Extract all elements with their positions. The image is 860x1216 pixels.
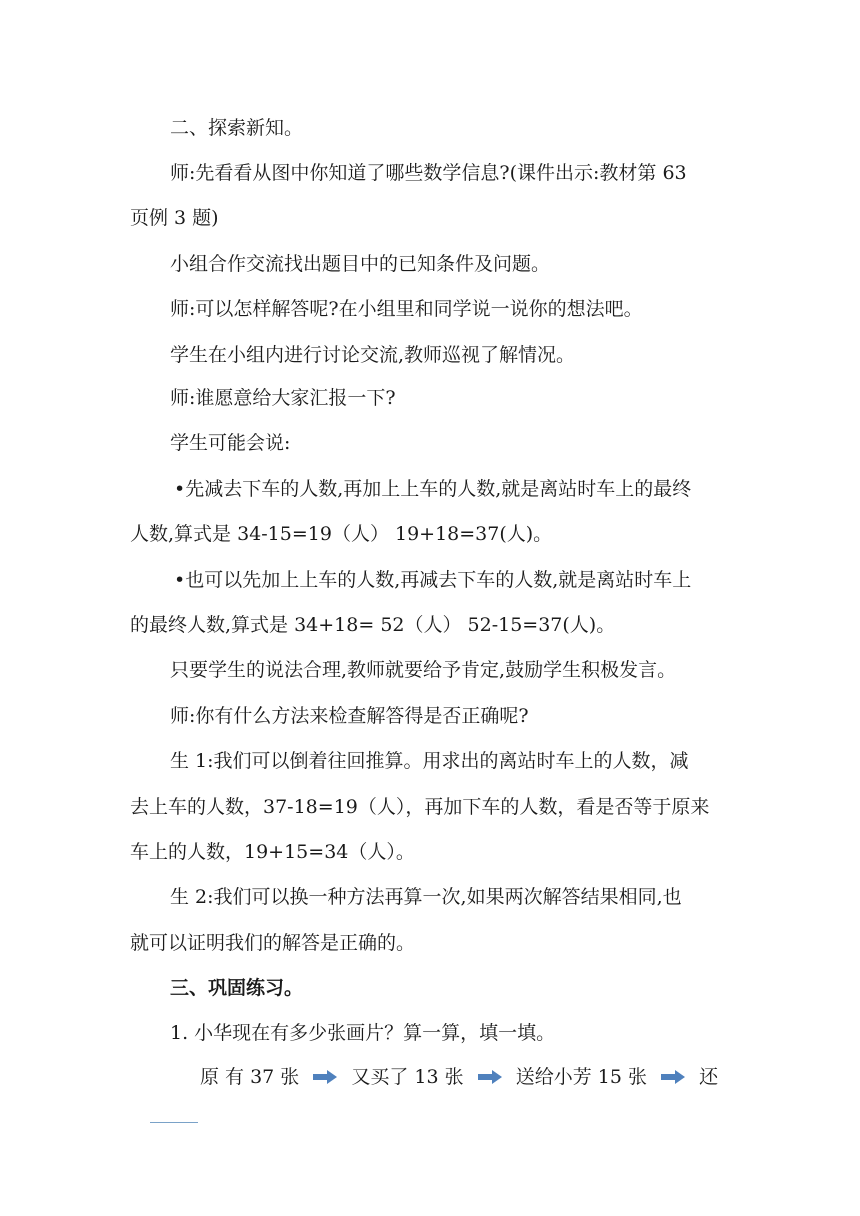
paragraph xyxy=(0,658,860,682)
list-item xyxy=(0,477,860,501)
paragraph xyxy=(0,749,860,773)
text-line: 人数,算式是 34-15=19（人） 19+18=37(人)。 xyxy=(130,523,553,545)
exercise-flow xyxy=(0,1065,860,1090)
paragraph xyxy=(0,343,860,367)
text-line: 就可以证明我们的解答是正确的。 xyxy=(130,932,416,954)
heading-text: 二、探索新知。 xyxy=(170,117,304,139)
text-line: 师:先看看从图中你知道了哪些数学信息?(课件出示:教材第 63 xyxy=(170,162,687,184)
flow-step-gave: 送给小芳 15 张 xyxy=(515,1066,648,1088)
text-line: 学生可能会说: xyxy=(170,432,291,454)
list-item xyxy=(0,613,860,637)
flow-step-remaining: 还 xyxy=(699,1066,719,1088)
text-line: 师:谁愿意给大家汇报一下? xyxy=(170,387,396,409)
paragraph xyxy=(0,704,860,728)
text-line: 去上车的人数，37-18=19（人），再加下车的人数，看是否等于原来 xyxy=(130,796,710,818)
right-arrow-icon xyxy=(478,1066,502,1090)
paragraph xyxy=(0,931,860,955)
paragraph xyxy=(0,885,860,909)
text-line: 师:你有什么方法来检查解答得是否正确呢? xyxy=(170,705,529,727)
exercise-question xyxy=(0,1021,860,1045)
section-2-heading xyxy=(0,116,860,140)
paragraph xyxy=(0,795,860,819)
paragraph xyxy=(0,297,860,321)
text-line: 只要学生的说法合理,教师就要给予肯定,鼓励学生积极发言。 xyxy=(170,659,677,681)
paragraph xyxy=(0,431,860,455)
flow-step-bought: 又买了 13 张 xyxy=(351,1066,464,1088)
section-3-heading xyxy=(0,976,860,1000)
text-line: •先减去下车的人数,再加上上车的人数,就是离站时车上的最终 xyxy=(174,478,692,500)
text-line: 生 2:我们可以换一种方法再算一次,如果两次解答结果相同,也 xyxy=(170,886,682,908)
text-line: 页例 3 题) xyxy=(130,207,219,229)
paragraph xyxy=(0,386,860,410)
text-line: 1. 小华现在有多少张画片？算一算，填一填。 xyxy=(170,1022,556,1044)
text-line: 师:可以怎样解答呢?在小组里和同学说一说你的想法吧。 xyxy=(170,298,643,320)
heading-text: 三、巩固练习。 xyxy=(170,977,304,999)
list-item xyxy=(0,522,860,546)
list-item xyxy=(0,568,860,592)
text-line: 车上的人数，19+15=34（人）。 xyxy=(130,841,415,863)
paragraph xyxy=(0,206,860,230)
right-arrow-icon xyxy=(661,1066,685,1090)
right-arrow-icon xyxy=(313,1066,337,1090)
text-line: 的最终人数,算式是 34+18= 52（人） 52-15=37(人)。 xyxy=(130,614,616,636)
answer-blank-line xyxy=(150,1122,198,1123)
paragraph xyxy=(0,252,860,276)
text-line: 学生在小组内进行讨论交流,教师巡视了解情况。 xyxy=(170,344,576,366)
paragraph xyxy=(0,161,860,185)
flow-step-original: 原 有 37 张 xyxy=(200,1066,300,1088)
text-line: 小组合作交流找出题目中的已知条件及问题。 xyxy=(170,253,551,275)
text-line: •也可以先加上上车的人数,再减去下车的人数,就是离站时车上 xyxy=(174,569,692,591)
paragraph xyxy=(0,840,860,864)
text-line: 生 1:我们可以倒着往回推算。用求出的离站时车上的人数，减 xyxy=(170,750,689,772)
